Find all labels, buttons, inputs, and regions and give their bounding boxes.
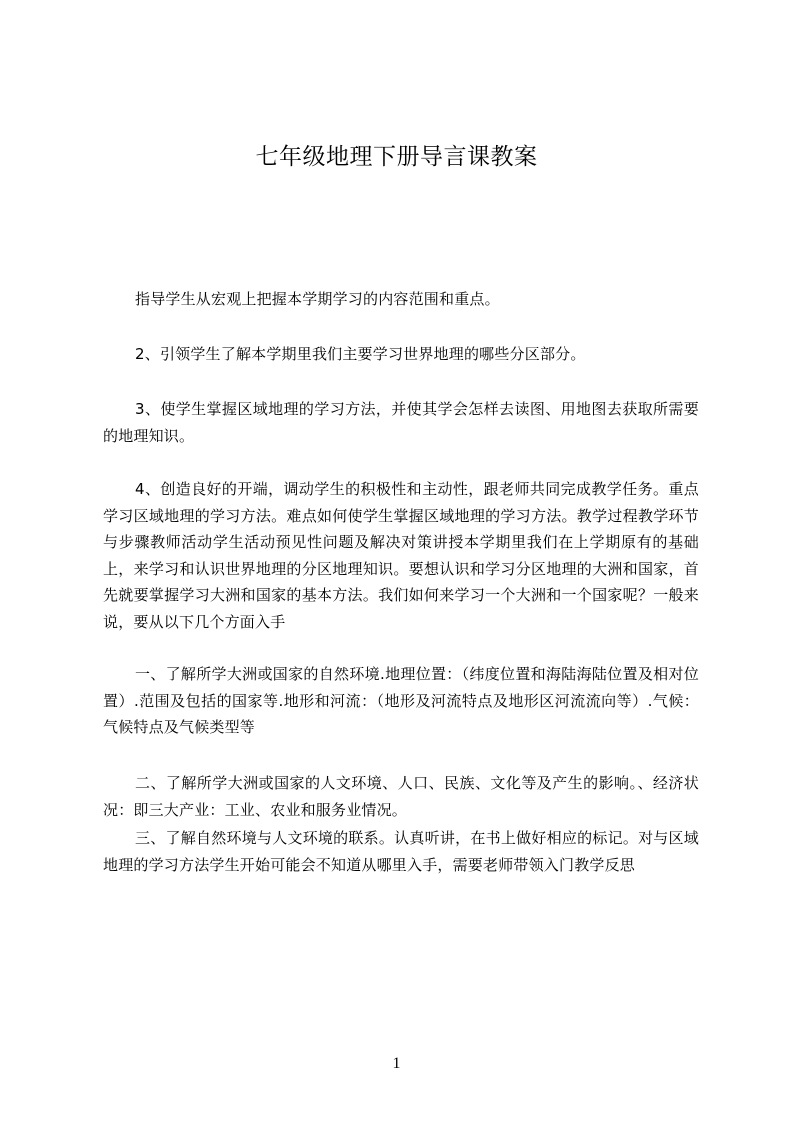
paragraph-objective-3: 3、使学生掌握区域地理的学习方法，并使其学会怎样去读图、用地图去获取所需要的地理知识。	[103, 400, 699, 445]
page-number: 1	[392, 1055, 401, 1072]
paragraph-natural-environment: 一、了解所学大洲或国家的自然环境.地理位置：（纬度位置和海陆海陆位置及相对位置）.范围及包括的国家等.地形和河流：（地形及河流特点及地形区河流流向等）.气候：气候特点及气候类型等	[103, 665, 699, 736]
paragraph-human-environment: 二、了解所学大洲或国家的人文环境、人口、民族、文化等及产生的影响。、经济状况：即三大产业：工业、农业和服务业情况。	[103, 774, 699, 819]
document-title: 七年级地理下册导言课教案	[255, 144, 538, 170]
paragraph-objective-4: 4、创造良好的开端，调动学生的积极性和主动性，跟老师共同完成教学任务。重点学习区域地理的学习方法。难点如何使学生掌握区域地理的学习方法。教学过程教学环节与步骤教师活动学生活动预见性问题及解决对策讲授本学期里我们在上学期原有的基础上，来学习和认识世界地理的分区地理知识。要想认识和学习分区地理的大洲和国家，首先就要掌握学习大洲和国家的基本方法。我们如何来学习一个大洲和一个国家呢？一般来说，要从以下几个方面入手	[103, 480, 699, 631]
paragraph-objective-2: 2、引领学生了解本学期里我们主要学习世界地理的哪些分区部分。	[135, 345, 586, 363]
paragraph-relationship: 三、了解自然环境与人文环境的联系。认真听讲，在书上做好相应的标记。对与区域地理的学习方法学生开始可能会不知道从哪里入手，需要老师带领入门教学反思	[103, 829, 699, 874]
paragraph-objective-1: 指导学生从宏观上把握本学期学习的内容范围和重点。	[135, 290, 500, 308]
